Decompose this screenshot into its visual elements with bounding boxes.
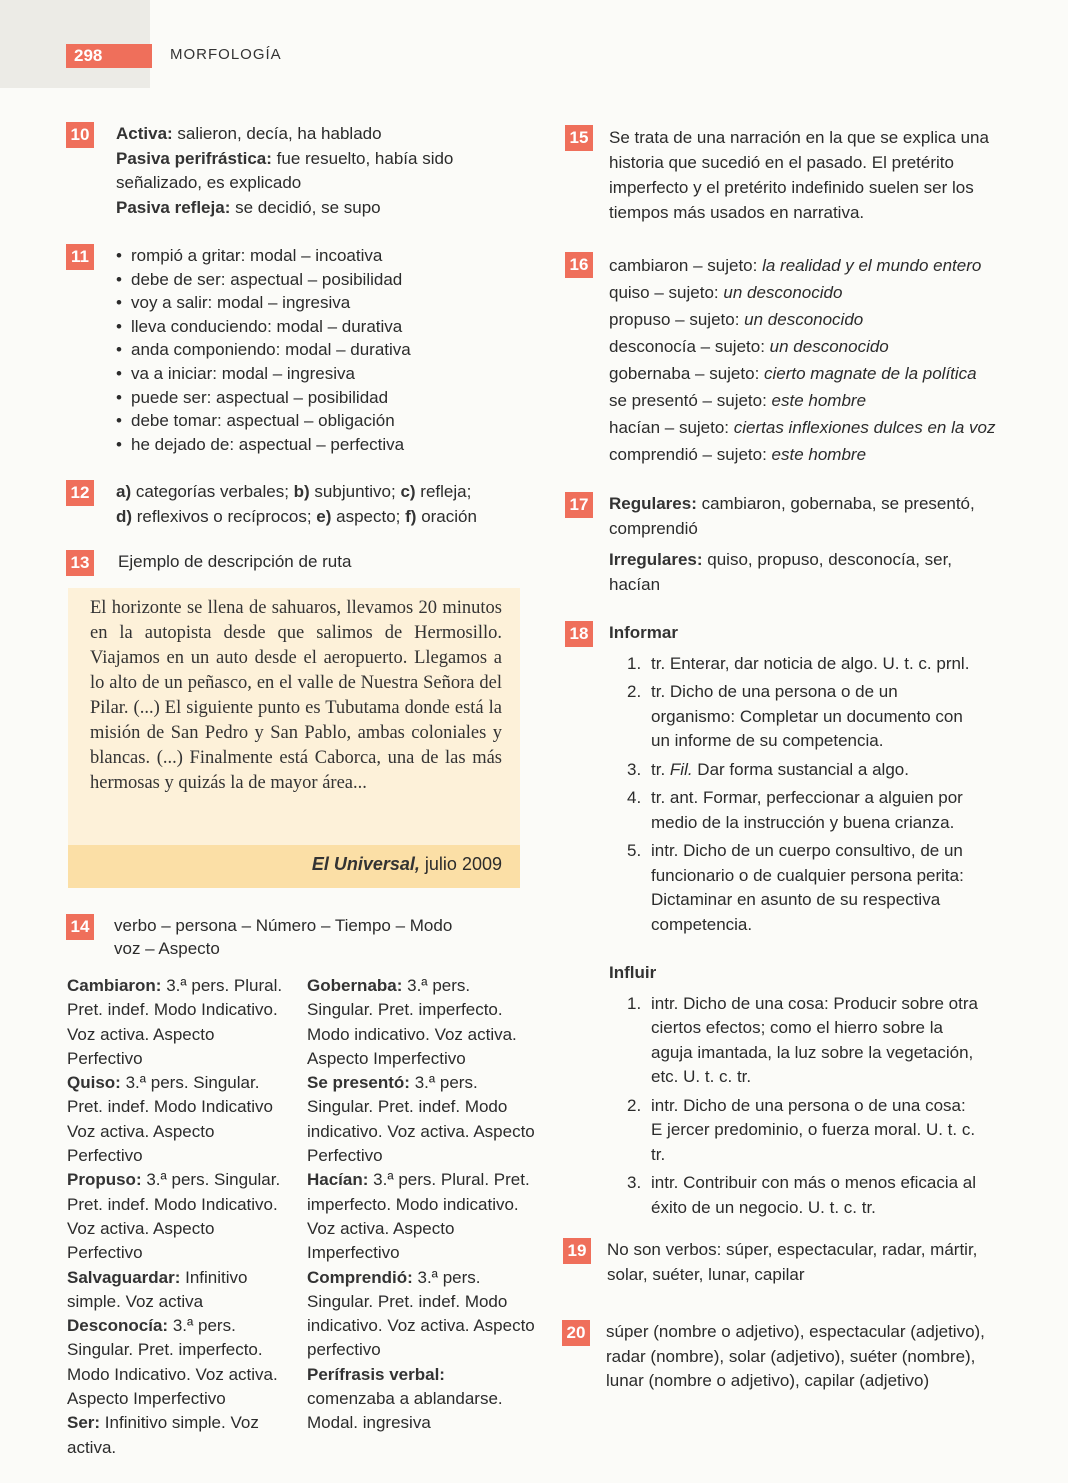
section-title: MORFOLOGÍA xyxy=(170,46,282,63)
label-irregulares: Irregulares: xyxy=(609,550,703,569)
definition-number: 2. xyxy=(627,682,642,701)
exercise-10 xyxy=(70,122,516,220)
definition xyxy=(609,1171,979,1220)
definition-text: tr. ant. Formar, perfeccionar a alguien por medio de la instrucción y buena crianza. xyxy=(651,788,963,832)
option-c: c) xyxy=(400,482,416,501)
entry-text: 3.ª pers. Singular. Pret. imperfecto. Modo indicativo. Voz activa. Aspecto Imperfectivo xyxy=(307,976,517,1068)
exercise-number: 14 xyxy=(66,914,94,940)
entry-text: comenzaba a ablandarse. Modal. ingresiva xyxy=(307,1389,503,1433)
list-item: • he dejado de: aspectual – perfectiva xyxy=(116,433,516,457)
subject: la realidad y el mundo entero xyxy=(762,256,982,275)
definition-number: 3. xyxy=(627,759,642,779)
text-pasiva-perifrastica: fue resuelto, había sido xyxy=(271,148,454,168)
definition-text: intr. Dicho de una cosa: Producir sobre otra ciertos efectos; como el hierro sobre la aguja imantada, la luz sobre la vegetación, etc. U. t. c. tr. xyxy=(651,993,978,1086)
list-item: • va a iniciar: modal – ingresiva xyxy=(116,362,516,386)
definition-text: tr. Dicho de una persona o de un organismo: Completar un documento con un informe de su competencia. xyxy=(651,682,963,750)
intro-line-1: verbo – persona – Número – Tiempo – Modo xyxy=(114,916,453,935)
subject: un desconocido xyxy=(769,337,889,356)
analysis-entry xyxy=(307,1071,537,1168)
source-date: julio 2009 xyxy=(419,854,502,874)
answer-d: reflexivos o recíprocos; xyxy=(132,506,317,526)
dictionary-headword: Informar xyxy=(609,623,678,642)
subject-line xyxy=(609,360,1029,387)
definition-list xyxy=(609,652,979,938)
quote-source xyxy=(68,845,520,888)
option-d: d) xyxy=(116,506,133,526)
exercise-number: 19 xyxy=(563,1238,591,1264)
entry-label: Hacían: xyxy=(307,1170,369,1190)
exercise-13 xyxy=(70,550,518,575)
entry-label: Cambiaron: xyxy=(67,976,162,995)
entry-text: 3.ª pers. Plural. Pret. imperfecto. Modo indicativo. Voz activa. Aspecto Imperfectivo xyxy=(307,1170,530,1263)
list-item: • debe tomar: aspectual – obligación xyxy=(116,409,516,433)
analysis-entry xyxy=(67,974,289,1071)
verb: gobernaba – sujeto: xyxy=(609,364,765,383)
exercise-title: Ejemplo de descripción de ruta xyxy=(118,552,352,571)
entry-label: Ser: xyxy=(67,1413,101,1433)
subject-line xyxy=(609,279,1029,306)
definition-text: tr. xyxy=(651,759,670,779)
definition-text: Dar forma sustancial a algo. xyxy=(692,759,909,779)
source-name: El Universal, xyxy=(311,854,420,874)
exercise-number: 18 xyxy=(565,621,593,647)
text-regulares: cambiaron, gobernaba, se presentó, comprendió xyxy=(609,494,975,538)
definition-number: 1. xyxy=(627,653,642,673)
exercise-number: 16 xyxy=(565,252,593,278)
exercise-number: 17 xyxy=(565,492,593,518)
definition-number: 3. xyxy=(627,1173,642,1192)
list-item: • voy a salir: modal – ingresiva xyxy=(116,291,516,315)
entry-label: Comprendió: xyxy=(307,1267,413,1287)
entry-text: 3.ª pers. Singular. Pret. indef. Modo indicativo. Voz activa. Aspecto perfectivo xyxy=(307,1267,535,1360)
label-activa: Activa: xyxy=(116,124,173,143)
page-number: 298 xyxy=(66,44,152,68)
list-item: • debe de ser: aspectual – posibilidad xyxy=(116,268,516,292)
verb: propuso – sujeto: xyxy=(609,310,745,329)
list-item: • rompió a gritar: modal – incoativa xyxy=(116,244,516,268)
exercise-19 xyxy=(567,1238,1007,1287)
entry-text: 3.ª pers. Singular. Pret. indef. Modo Indicativo. Voz activa. Aspecto Perfectivo xyxy=(67,1170,281,1263)
quote-box xyxy=(68,588,520,888)
subject-line xyxy=(609,414,1029,441)
entry-text: 3.ª pers. Singular. Pret. indef. Modo indicativo. Voz activa. Aspecto Perfectivo xyxy=(307,1073,535,1166)
subject: ciertas inflexiones dulces en la voz xyxy=(733,418,996,437)
subject: un desconocido xyxy=(744,310,864,329)
definition xyxy=(609,652,979,677)
option-b: b) xyxy=(293,482,310,501)
subject: este hombre xyxy=(771,391,867,410)
answer-e: aspecto; xyxy=(331,506,406,526)
analysis-entry xyxy=(307,1363,537,1436)
exercise-20 xyxy=(566,1320,1016,1394)
definition-number: 1. xyxy=(627,993,642,1013)
analysis-entry xyxy=(307,974,537,1071)
exercise-number: 12 xyxy=(66,480,94,506)
list-item: • lleva conduciendo: modal – durativa xyxy=(116,315,516,339)
definition-text: intr. Contribuir con más o menos eficacia al éxito de un negocio. U. t. c. tr. xyxy=(651,1173,977,1217)
subject-line xyxy=(609,252,1029,279)
definition xyxy=(609,839,979,937)
exercise-18 xyxy=(569,621,979,1224)
exercise-number: 15 xyxy=(565,125,593,151)
subject-line xyxy=(609,441,1029,468)
definition xyxy=(609,1094,979,1168)
entry-text: Infinitivo simple. Voz activa xyxy=(67,1267,248,1311)
analysis-entry xyxy=(67,1071,289,1168)
definition-number: 5. xyxy=(627,841,642,860)
definition-text: tr. Enterar, dar noticia de algo. U. t. c. prnl. xyxy=(651,653,970,673)
entry-label: Se presentó: xyxy=(307,1073,410,1093)
verb: comprendió – sujeto: xyxy=(609,445,772,464)
option-f: f) xyxy=(405,506,417,526)
dictionary-headword: Influir xyxy=(609,963,657,982)
entry-text: 3.ª pers. Plural. Pret. indef. Modo Indicativo. Voz activa. Aspecto Perfectivo xyxy=(67,976,283,1068)
analysis-entry xyxy=(67,1411,289,1460)
periphrasis-list xyxy=(116,244,516,456)
definition xyxy=(609,786,979,835)
entry-label: Perífrasis verbal: xyxy=(307,1364,445,1384)
definition-text: intr. Dicho de una persona o de una cosa: E jercer predominio, o fuerza moral. U. t. c. tr. xyxy=(651,1095,976,1164)
entry-text: 3.ª pers. Singular. Pret. indef. Modo Indicativo Voz activa. Aspecto Perfectivo xyxy=(67,1073,274,1166)
analysis-column-left xyxy=(67,974,289,1460)
text-pasiva-perifrastica-cont: señalizado, es explicado xyxy=(116,173,302,192)
definition-number: 2. xyxy=(627,1095,642,1115)
verb: se presentó – sujeto: xyxy=(609,391,772,410)
subject-line xyxy=(609,387,1029,414)
analysis-entry xyxy=(307,1168,537,1265)
exercise-number: 13 xyxy=(66,550,94,576)
definition xyxy=(609,992,979,1090)
definition-text: intr. Dicho de un cuerpo consultivo, de un funcionario o de cualquier persona perita: Dictaminar en asunto de su respectiva competencia. xyxy=(651,841,964,934)
exercise-15 xyxy=(569,125,989,225)
label-pasiva-perifrastica: Pasiva perifrástica: xyxy=(116,148,272,168)
verb: hacían – sujeto: xyxy=(609,418,734,437)
quote-text: El horizonte se llena de sahuaros, llevamos 20 minutos en la autopista desde que salimos de Hermosillo. Viajamos en un auto desde el aeropuerto. Llegamos a lo alto de un peñasco, en el valle de Nuestra Señora del Pilar. (...) El siguiente punto es Tubutama donde está la misión de San Pedro y San Pablo, ambas coloniales y blancas. (...) Finalmente está Caborca, una de las más hermosas y quizás la de mayor área... xyxy=(90,598,502,793)
text-activa: salieron, decía, ha hablado xyxy=(172,124,382,143)
definition xyxy=(609,680,979,754)
option-e: e) xyxy=(316,506,332,526)
text-pasiva-refleja: se decidió, se supo xyxy=(230,197,381,217)
subject: cierto magnate de la política xyxy=(764,364,977,383)
entry-label: Salvaguardar: xyxy=(67,1267,181,1287)
subject: un desconocido xyxy=(723,283,843,302)
answer-b: subjuntivo; xyxy=(309,482,401,501)
entry-label: Desconocía: xyxy=(67,1316,169,1336)
option-a: a) xyxy=(116,482,132,501)
list-item: • puede ser: aspectual – posibilidad xyxy=(116,386,516,410)
verb: quiso – sujeto: xyxy=(609,283,724,302)
entry-label: Propuso: xyxy=(67,1170,142,1190)
exercise-number: 10 xyxy=(66,122,94,148)
analysis-entry xyxy=(307,1266,537,1363)
subject-line xyxy=(609,333,1029,360)
exercise-number: 20 xyxy=(562,1320,590,1346)
definition-abbr: Fil. xyxy=(669,759,693,779)
exercise-number: 11 xyxy=(66,244,94,270)
label-pasiva-refleja: Pasiva refleja: xyxy=(116,197,231,217)
analysis-entry xyxy=(67,1266,289,1315)
answer-a: categorías verbales; xyxy=(131,482,294,501)
exercise-17 xyxy=(569,492,979,597)
exercise-11 xyxy=(71,244,516,456)
analysis-column-right xyxy=(307,974,537,1436)
definition-number: 4. xyxy=(627,788,642,807)
verb: cambiaron – sujeto: xyxy=(609,256,763,275)
exercise-12 xyxy=(70,480,516,529)
entry-label: Quiso: xyxy=(67,1073,121,1093)
verb: desconocía – sujeto: xyxy=(609,337,770,356)
exercise-text: súper (nombre o adjetivo), espectacular (adjetivo), radar (nombre), solar (adjetivo), suéter (nombre), lunar (nombre o adjetivo), capilar (adjetivo) xyxy=(606,1322,985,1390)
definition-list xyxy=(609,992,979,1221)
text-irregulares: quiso, propuso, desconocía, ser, hacían xyxy=(609,550,953,594)
analysis-entry xyxy=(67,1168,289,1265)
analysis-entry xyxy=(67,1314,289,1411)
entry-label: Gobernaba: xyxy=(307,976,403,995)
subject: este hombre xyxy=(771,445,867,464)
subject-line xyxy=(609,306,1029,333)
exercise-16 xyxy=(569,252,1029,468)
answer-f: oración xyxy=(416,506,477,526)
exercise-text: Se trata de una narración en la que se explica una historia que sucedió en el pasado. El pretérito imperfecto y el pretérito indefinido suelen ser los tiempos más usados en narrativa. xyxy=(609,128,989,222)
intro-line-2: voz – Aspecto xyxy=(114,939,220,958)
exercise-text: No son verbos: súper, espectacular, radar, mártir, solar, suéter, lunar, capilar xyxy=(607,1240,978,1284)
label-regulares: Regulares: xyxy=(609,494,697,513)
answer-c: refleja; xyxy=(415,482,472,501)
entry-text: 3.ª pers. Singular. Pret. imperfecto. Modo Indicativo. Voz activa. Aspecto Imperfectivo xyxy=(67,1316,278,1409)
entry-text: Infinitivo simple. Voz activa. xyxy=(67,1413,259,1457)
exercise-14 xyxy=(70,914,514,960)
definition xyxy=(609,758,979,783)
list-item: • anda componiendo: modal – durativa xyxy=(116,338,516,362)
